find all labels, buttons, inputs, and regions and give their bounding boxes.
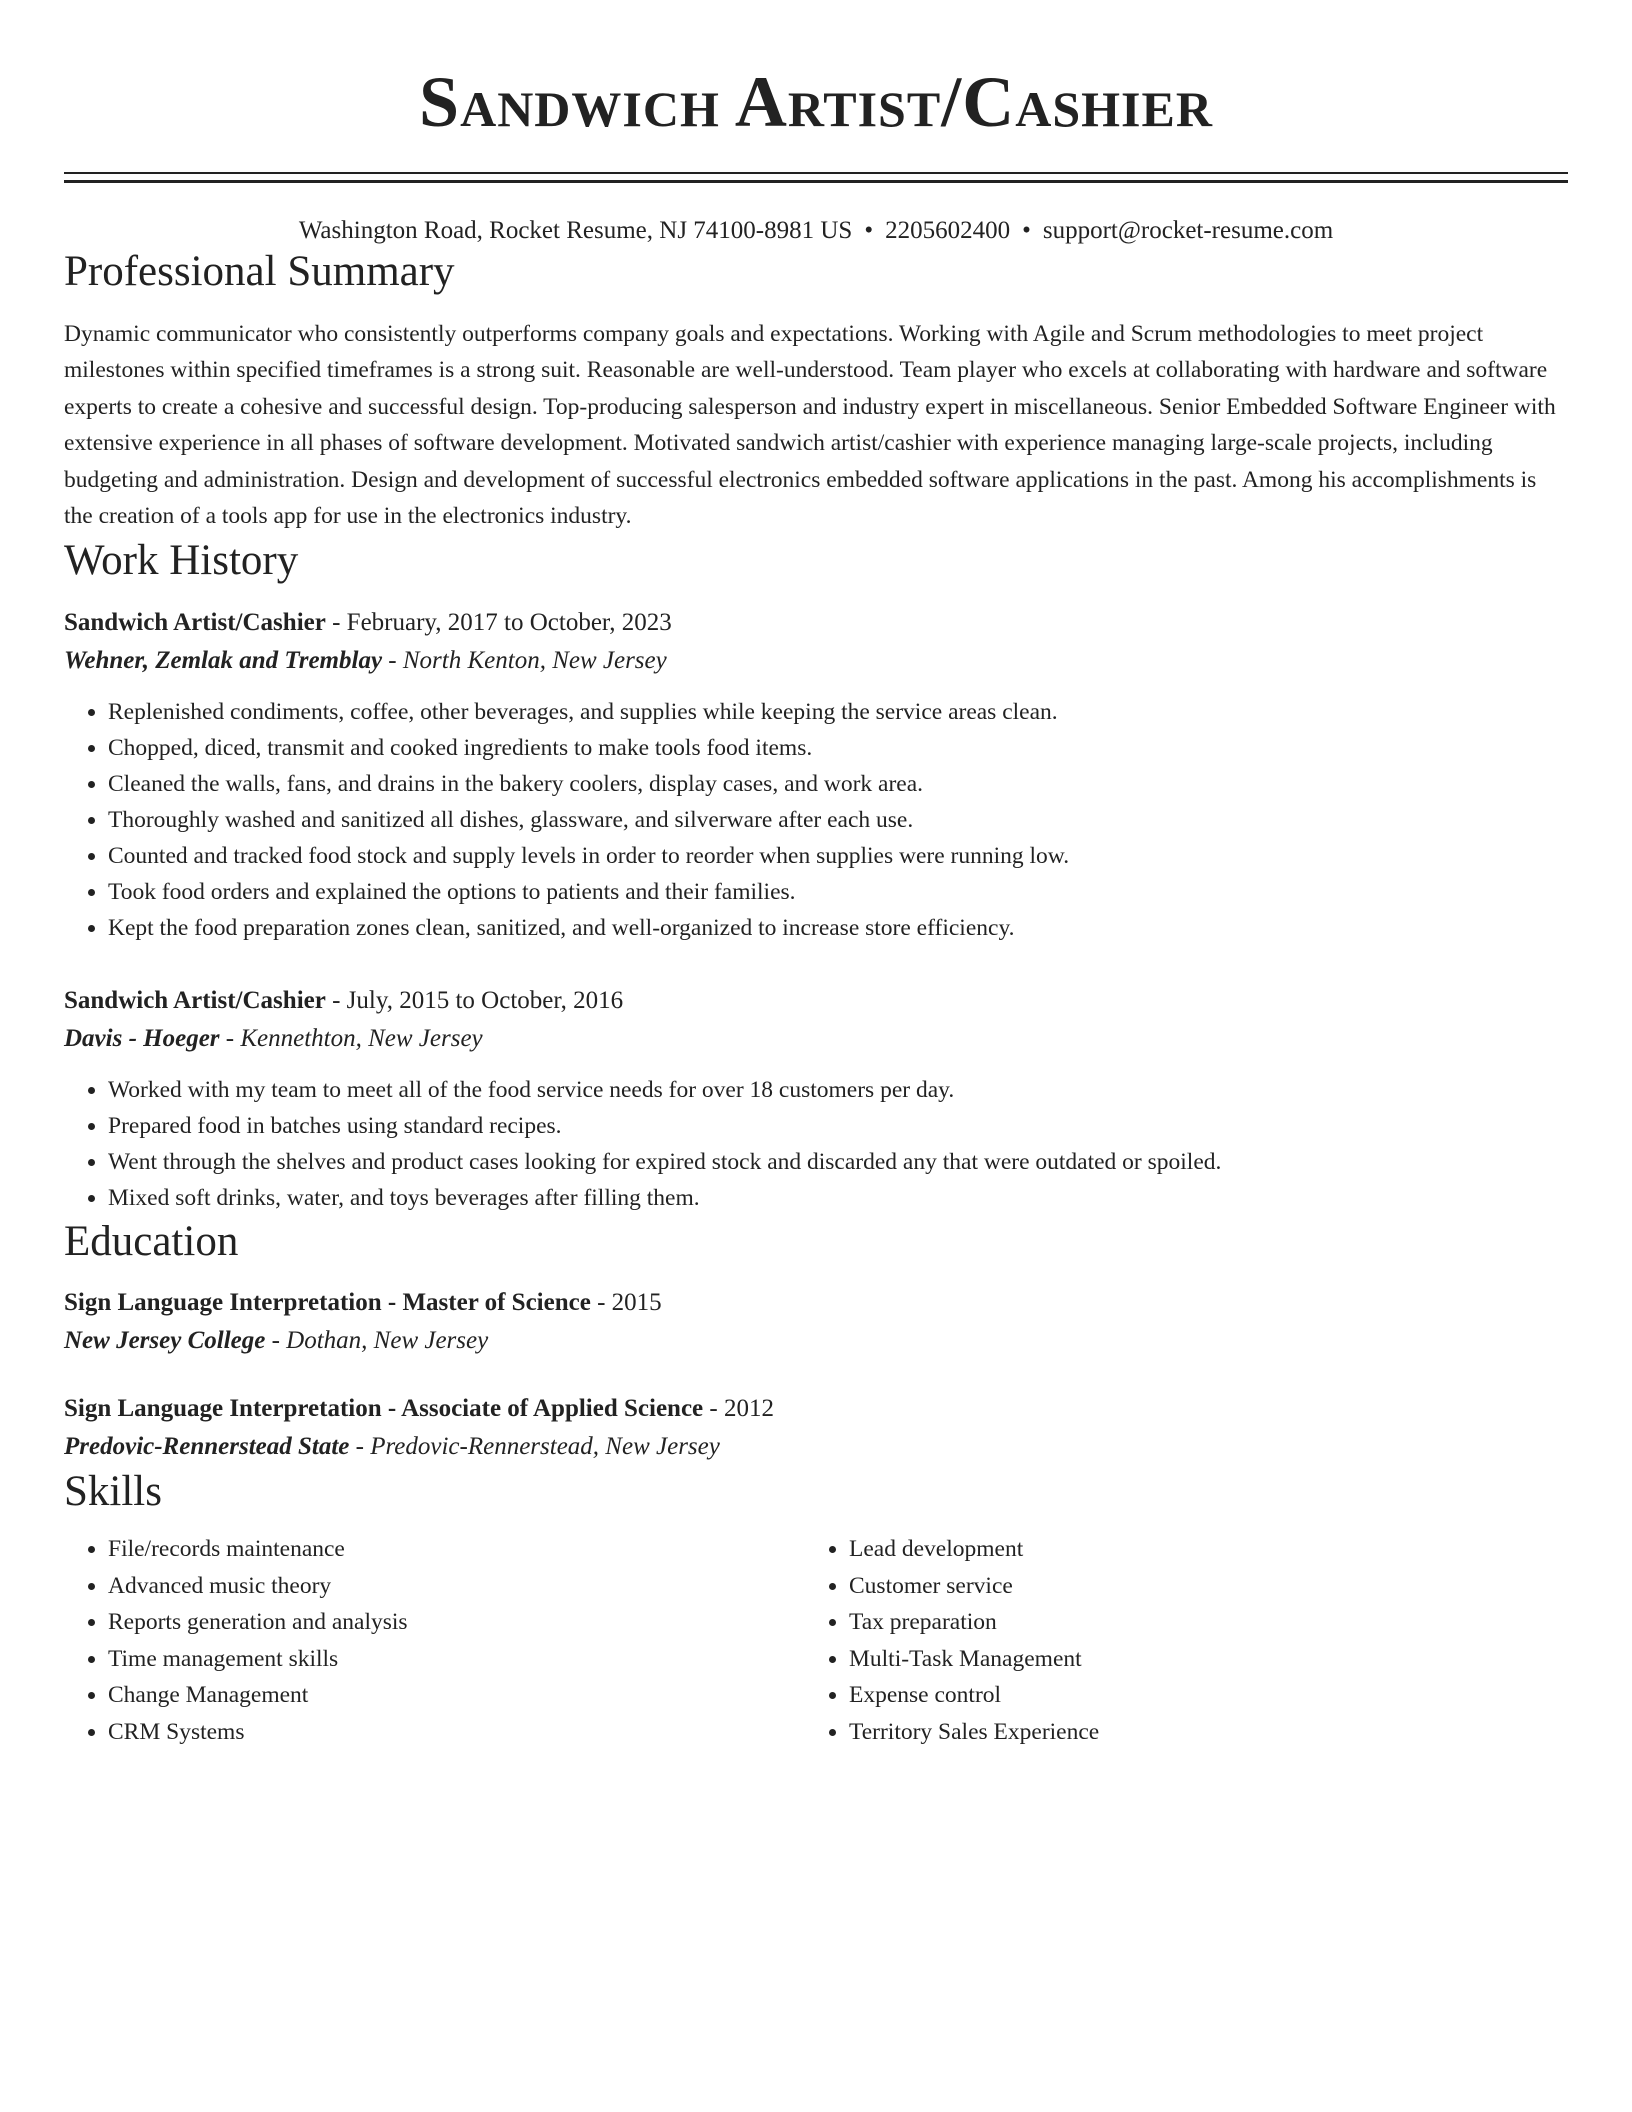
job-entry bbox=[64, 982, 1568, 1216]
education-school: New Jersey College bbox=[64, 1326, 266, 1354]
list-item: • Customer service bbox=[849, 1568, 1546, 1605]
contact-phone: 2205602400 bbox=[885, 217, 1011, 244]
education-year: - 2015 bbox=[590, 1288, 662, 1316]
list-item: • Took food orders and explained the options to patients and their families. bbox=[108, 874, 1568, 910]
skills-heading: Skills bbox=[64, 1467, 162, 1515]
header-divider bbox=[64, 172, 1568, 183]
education-location: - Predovic-Rennerstead, New Jersey bbox=[349, 1432, 720, 1460]
job-location: - Kennethton, New Jersey bbox=[219, 1025, 483, 1053]
summary-heading: Professional Summary bbox=[64, 248, 455, 295]
contact-email: support@rocket-resume.com bbox=[1042, 217, 1334, 244]
contact-separator: • bbox=[864, 217, 874, 244]
list-item: • Worked with my team to meet all of the food service needs for over 18 customers per day. bbox=[108, 1072, 1568, 1108]
list-item: • Prepared food in batches using standard recipes. bbox=[108, 1108, 1568, 1144]
education-school: Predovic-Rennerstead State bbox=[64, 1432, 350, 1460]
job-title: Sandwich Artist/Cashier bbox=[64, 987, 326, 1015]
list-item: • Change Management bbox=[108, 1677, 805, 1714]
list-item: • Replenished condiments, coffee, other beverages, and supplies while keeping the service areas clean. bbox=[108, 694, 1568, 730]
list-item: • Territory Sales Experience bbox=[849, 1714, 1546, 1751]
list-item: • Went through the shelves and product cases looking for expired stock and discarded any that were outdated or spoiled. bbox=[108, 1144, 1568, 1180]
education-degree-line bbox=[64, 1284, 1568, 1322]
list-item: • Multi-Task Management bbox=[849, 1641, 1546, 1678]
job-bullets bbox=[64, 694, 1568, 946]
list-item: • Counted and tracked food stock and supply levels in order to reorder when supplies were running low. bbox=[108, 838, 1568, 874]
contact-line bbox=[64, 216, 1568, 246]
job-entry bbox=[64, 604, 1568, 946]
job-dates: - February, 2017 to October, 2023 bbox=[325, 609, 672, 637]
list-item: • CRM Systems bbox=[108, 1714, 805, 1751]
contact-separator: • bbox=[1022, 217, 1031, 244]
list-item: • Mixed soft drinks, water, and toys beverages after filling them. bbox=[108, 1180, 1568, 1216]
contact-address: Washington Road, Rocket Resume, NJ 74100-8981 US bbox=[298, 217, 853, 244]
education-degree: Sign Language Interpretation - Master of Science bbox=[64, 1288, 591, 1316]
education-entry bbox=[64, 1390, 1568, 1466]
list-item: • Cleaned the walls, fans, and drains in the bakery coolers, display cases, and work area. bbox=[108, 766, 1568, 802]
list-item: • Advanced music theory bbox=[108, 1568, 805, 1605]
job-dates: - July, 2015 to October, 2016 bbox=[325, 987, 624, 1015]
list-item: • Lead development bbox=[849, 1531, 1546, 1568]
list-item: • Time management skills bbox=[108, 1641, 805, 1678]
skills-columns bbox=[64, 1531, 1568, 1750]
list-item: • Chopped, diced, transmit and cooked ingredients to make tools food items. bbox=[108, 730, 1568, 766]
job-company: Wehner, Zemlak and Tremblay bbox=[64, 647, 383, 675]
skills-list-left bbox=[64, 1531, 805, 1750]
summary-text: Dynamic communicator who consistently outperforms company goals and expectations. Working with Agile and Scrum methodologies to meet project milestones within specified timeframes is a strong suit. Reasonable are well-understood. Team player who excels at collaborating with hardware and software experts to create a cohesive and successful design. Top-producing salesperson and industry expert in miscellaneous. Senior Embedded Software Engineer with extensive experience in all phases of software development. Motivated sandwich artist/cashier with experience managing large-scale projects, including budgeting and administration. Design and development of successful electronics embedded software applications in the past. Among his accomplishments is the creation of a tools app for use in the electronics industry. bbox=[64, 320, 1556, 530]
education-location: - Dothan, New Jersey bbox=[265, 1326, 489, 1354]
job-company-line bbox=[64, 1020, 1568, 1058]
education-school-line bbox=[64, 1428, 1568, 1466]
list-item: • Reports generation and analysis bbox=[108, 1604, 805, 1641]
job-location: - North Kenton, New Jersey bbox=[382, 647, 667, 675]
list-item: • Tax preparation bbox=[849, 1604, 1546, 1641]
list-item: • Thoroughly washed and sanitized all dishes, glassware, and silverware after each use. bbox=[108, 802, 1568, 838]
job-title-line bbox=[64, 982, 1568, 1020]
job-company-line bbox=[64, 642, 1568, 680]
job-company: Davis - Hoeger bbox=[64, 1025, 220, 1053]
education-entry bbox=[64, 1284, 1568, 1360]
job-title-line bbox=[64, 604, 1568, 642]
skills-list-right bbox=[805, 1531, 1546, 1750]
education-degree-line bbox=[64, 1390, 1568, 1428]
job-bullets bbox=[64, 1072, 1568, 1216]
job-title: Sandwich Artist/Cashier bbox=[64, 609, 326, 637]
education-year: - 2012 bbox=[703, 1394, 774, 1422]
work-history-heading: Work History bbox=[64, 536, 299, 584]
list-item: • Kept the food preparation zones clean, sanitized, and well-organized to increase store efficiency. bbox=[108, 910, 1568, 946]
education-heading: Education bbox=[64, 1218, 239, 1266]
list-item: • File/records maintenance bbox=[108, 1531, 805, 1568]
list-item: • Expense control bbox=[849, 1677, 1546, 1714]
education-school-line bbox=[64, 1322, 1568, 1360]
education-degree: Sign Language Interpretation - Associate of Applied Science bbox=[64, 1394, 704, 1422]
resume-name: Sandwich Artist/Cashier bbox=[419, 62, 1213, 142]
